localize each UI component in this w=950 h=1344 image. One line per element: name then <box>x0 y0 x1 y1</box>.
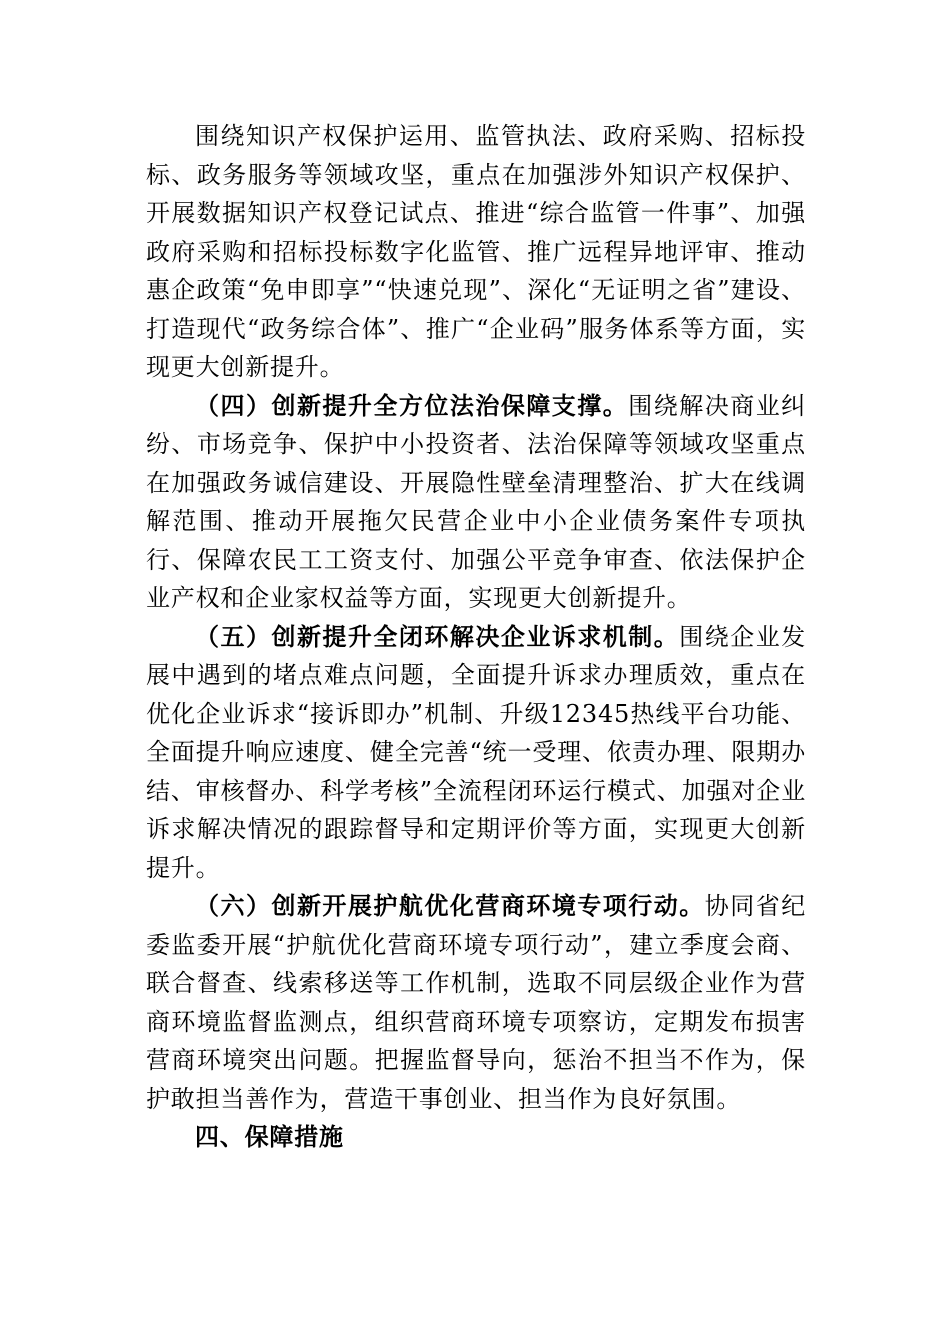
paragraph-item-4-text: 围绕解决商业纠纷、市场竞争、保护中小投资者、法治保障等领域攻坚重点在加强政务诚信建设、开展隐性壁垒清理整治、扩大在线调解范围、推动开展拖欠民营企业中小企业债务案件专项执行、保障农民工工资支付、加强公平竞争审查、依法保护企业产权和企业家权益等方面，实现更大创新提升。 <box>146 391 806 612</box>
paragraph-item-5-text: 围绕企业发展中遇到的堵点难点问题，全面提升诉求办理质效，重点在优化企业诉求“接诉即办”机制、升级12345热线平台功能、全面提升响应速度、健全完善“统一受理、依责办理、限期办结、审核督办、科学考核”全流程闭环运行模式、加强对企业诉求解决情况的跟踪督导和定期评价等方面，实现更大创新提升。 <box>146 622 806 882</box>
paragraph-item-5 <box>146 618 806 888</box>
document-page <box>146 117 806 1157</box>
paragraph-intro-text: 围绕知识产权保护运用、监管执法、政府采购、招标投标、政务服务等领域攻坚，重点在加强涉外知识产权保护、开展数据知识产权登记试点、推进“综合监管一件事”、加强政府采购和招标投标数字化监管、推广远程异地评审、推动惠企政策“免申即享”“快速兑现”、深化“无证明之省”建设、打造现代“政务综合体”、推广“企业码”服务体系等方面，实现更大创新提升。 <box>146 122 806 381</box>
paragraph-item-5-lead: （五）创新提升全闭环解决企业诉求机制。 <box>195 621 680 651</box>
paragraph-item-6-lead: （六）创新开展护航优化营商环境专项行动。 <box>195 891 705 920</box>
paragraph-item-4 <box>146 387 806 618</box>
section-heading: 四、保障措施 <box>195 1123 344 1151</box>
paragraph-intro <box>146 117 806 387</box>
paragraph-item-4-lead: （四）创新提升全方位法治保障支撑。 <box>195 390 629 420</box>
paragraph-item-6 <box>146 887 806 1118</box>
paragraph-item-6-text: 协同省纪委监委开展“护航优化营商环境专项行动”，建立季度会商、联合督查、线索移送等工作机制，选取不同层级企业作为营商环境监督监测点，组织营商环境专项察访，定期发布损害营商环境突出问题。把握监督导向，惩治不担当不作为，保护敢担当善作为，营造干事创业、担当作为良好氛围。 <box>146 892 807 1113</box>
